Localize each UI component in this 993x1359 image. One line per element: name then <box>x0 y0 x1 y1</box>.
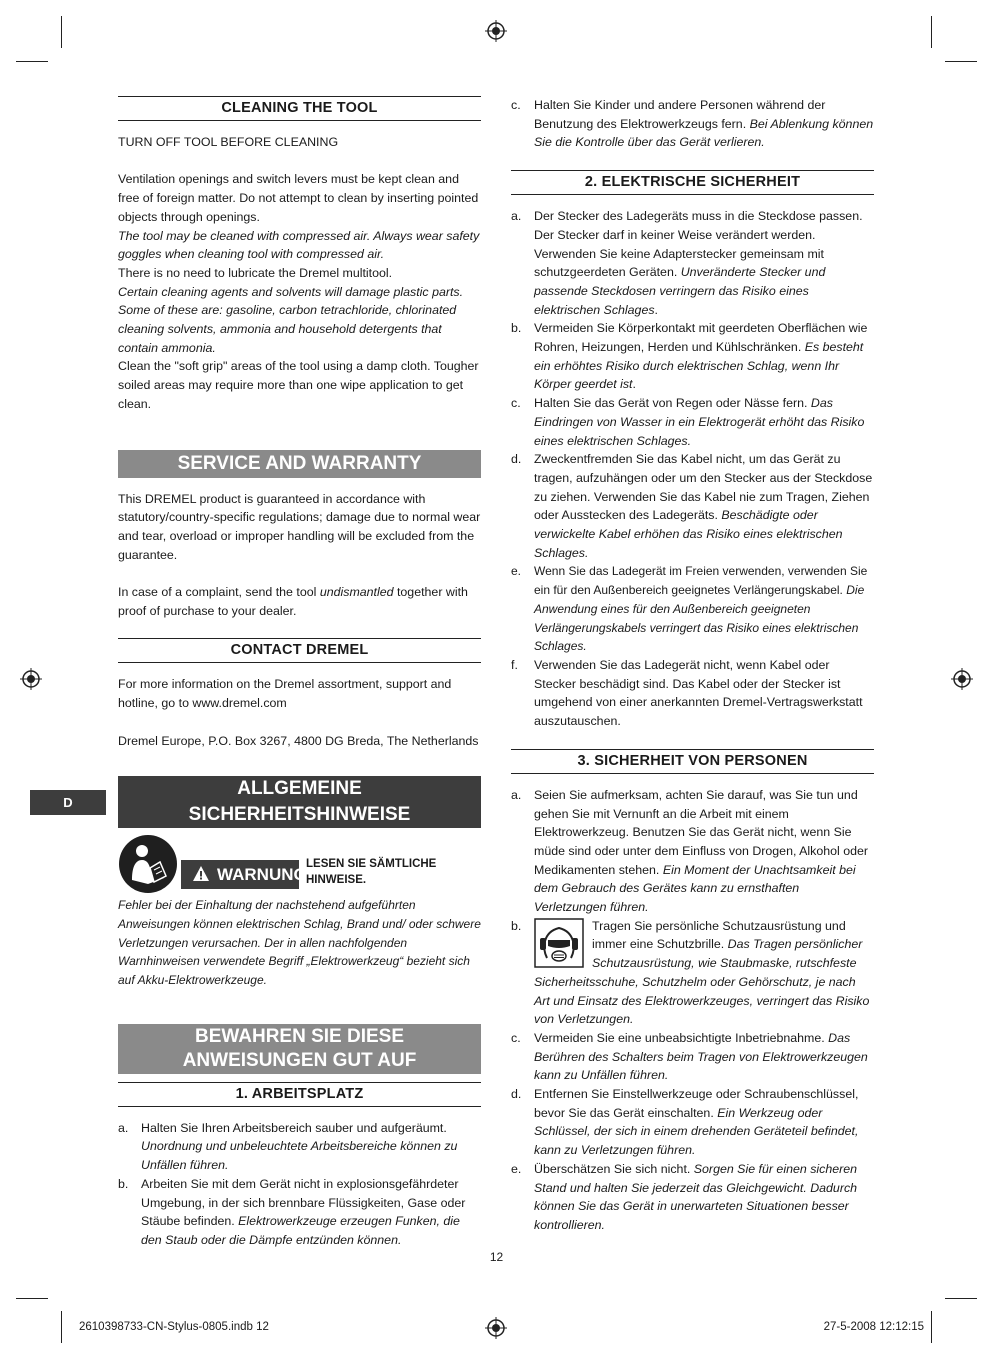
contact-text: For more information on the Dremel assortment, support and hotline, go to www.dremel.com <box>118 677 452 711</box>
crop-mark <box>16 61 48 62</box>
elektrische-heading: 2. ELEKTRISCHE SICHERHEIT <box>511 170 874 195</box>
right-column <box>511 96 874 1235</box>
list-item: c. Halten Sie das Gerät von Regen oder Nässe fern. Das Eindringen von Wasser in ein Elektrogerät erhöht das Risiko eines elektrischen Schlages. <box>511 396 865 448</box>
crop-mark <box>931 1311 932 1343</box>
service-text: In case of a complaint, send the tool undismantled together with proof of purchase to your dealer. <box>118 585 468 618</box>
contact-address: Dremel Europe, P.O. Box 3267, 4800 DG Breda, The Netherlands <box>118 733 479 748</box>
service-heading: SERVICE AND WARRANTY <box>118 450 481 478</box>
list-item: b. Tragen Sie persönliche Schutzausrüstung und immer eine Schutzbrille. Das Tragen persönlicher Schutzausrüstung, wie Staubmaske, rutschfeste Sicherheitsschuhe, Schutzhelm oder Gehörschutz, je nach Art und Einsatz des Elektrowerkzeuges, verringert das Risiko von Verletzungen. <box>511 918 870 1027</box>
cleaning-text: The tool may be cleaned with compressed air. Always wear safety goggles when cleaning tool with compressed air. <box>118 228 480 262</box>
warning-label: WARNUNG <box>181 860 299 889</box>
registration-mark-icon <box>485 20 507 42</box>
cleaning-text: Certain cleaning agents and solvents will damage plastic parts. Some of these are: gasoline, carbon tetrachloride, chlorinated cleaning solvents, ammonia and household detergents that contain ammonia. <box>118 284 464 355</box>
crop-mark <box>16 1298 48 1299</box>
personen-heading: 3. SICHERHEIT VON PERSONEN <box>511 749 874 774</box>
language-tab: D <box>30 790 106 815</box>
cleaning-warning: TURN OFF TOOL BEFORE CLEANING <box>118 135 339 149</box>
cleaning-heading: CLEANING THE TOOL <box>118 96 481 121</box>
footer-file: 2610398733-CN-Stylus-0805.indb 12 <box>79 1321 269 1333</box>
crop-mark <box>945 61 977 62</box>
registration-mark-icon <box>951 668 973 690</box>
list-item: e. Wenn Sie das Ladegerät im Freien verwenden, verwenden Sie ein für den Außenbereich geeignetes Verlängerungskabel. Die Anwendung eines für den Außenbereich geeigneten Verlängerungskabels verringert das Risiko eines elektrischen Schlages. <box>511 564 868 654</box>
bewahren-heading: BEWAHREN SIE DIESE ANWEISUNGEN GUT AUF <box>118 1024 481 1074</box>
cleaning-text: Clean the "soft grip" areas of the tool using a damp cloth. Tougher soiled areas may require more than one wipe application to get clean. <box>118 359 479 411</box>
service-text: This DREMEL product is guaranteed in accordance with statutory/country-specific regulations; damage due to normal wear and tear, overload or improper handling will be excluded from the guarantee. <box>118 491 481 562</box>
crop-mark <box>945 1298 977 1299</box>
list-item: c. Halten Sie Kinder und andere Personen während der Benutzung des Elektrowerkzeugs fern. Bei Ablenkung können Sie die Kontrolle über das Gerät verlieren. <box>511 98 874 150</box>
cleaning-text: There is no need to lubricate the Dremel multitool. <box>118 265 393 280</box>
crop-mark <box>61 1311 62 1343</box>
list-item: f. Verwenden Sie das Ladegerät nicht, wenn Kabel oder Stecker beschädigt sind. Das Kabel oder der Stecker ist umgehend von einer anerkannten Dremel-Vertragswerkstatt auszutauschen. <box>511 657 863 729</box>
list-item: d. Entfernen Sie Einstellwerkzeuge oder Schraubenschlüssel, bevor Sie das Gerät einschalten. Ein Werkzeug oder Schlüssel, der sich in einem drehenden Geräteteil befindet, kann zu Verletzungen führen. <box>511 1087 859 1158</box>
crop-mark <box>931 16 932 48</box>
contact-heading: CONTACT DREMEL <box>118 638 481 663</box>
list-item: a. Der Stecker des Ladegeräts muss in die Steckdose passen. Der Stecker darf in keiner Weise verändert werden. Verwenden Sie keine Adapterstecker gemeinsam mit schutzgeerdeten Geräten. Unveränderte Stecker und passende Steckdosen verringern das Risiko eines elektrischen Schlages. <box>511 209 863 317</box>
registration-mark-icon <box>485 1317 507 1339</box>
cleaning-text: Ventilation openings and switch levers must be kept clean and free of foreign matter. Do not attempt to clean by inserting pointed objects through openings. <box>118 172 479 224</box>
read-manual-icon <box>118 834 178 894</box>
safety-goggles-icon <box>534 918 584 968</box>
footer-date: 27-5-2008 12:12:15 <box>823 1321 924 1333</box>
warning-note: LESEN SIE SÄMTLICHE HINWEISE. <box>306 858 437 887</box>
page-number: 12 <box>489 1250 504 1264</box>
left-column <box>118 96 481 1250</box>
registration-mark-icon <box>20 668 42 690</box>
list-item: c. Vermeiden Sie eine unbeabsichtigte Inbetriebnahme. Das Berühren des Schalters beim Tragen von Elektrowerkzeugen kann zu Unfällen führen. <box>511 1030 868 1083</box>
list-item: a. Halten Sie Ihren Arbeitsbereich sauber und aufgeräumt. Unordnung und unbeleuchtete Arbeitsbereiche können zu Unfällen führen. <box>118 1120 458 1173</box>
crop-mark <box>61 16 62 48</box>
arbeitsplatz-heading: 1. ARBEITSPLATZ <box>118 1082 481 1107</box>
allgemeine-heading: ALLGEMEINE SICHERHEITSHINWEISE <box>118 776 481 828</box>
list-item: e. Überschätzen Sie sich nicht. Sorgen Sie für einen sicheren Stand und halten Sie jederzeit das Gleichgewicht. Dadurch können Sie das Gerät in unerwarteten Situationen besser kontrollieren. <box>511 1161 858 1232</box>
warning-text: Fehler bei der Einhaltung der nachstehend aufgeführten Anweisungen können elektrischen Schlag, Brand und/ oder schwere Verletzungen verursachen. Der in allen nachfolgenden Warnhinweisen verwendete Begriff „Elektrowerkzeug“ bezieht sich auf Akku-Elektrowerkzeuge. <box>118 898 481 988</box>
list-item: d. Zweckentfremden Sie das Kabel nicht, um das Gerät zu tragen, aufzuhängen oder um den Stecker aus der Steckdose zu ziehen. Verwenden Sie das Kabel nie zum Tragen, Ziehen oder Ausstecken des Ladegeräts. Beschädigte oder verwickelte Kabel erhöhen das Risiko eines elektrischen Schlages. <box>511 452 873 560</box>
warning-triangle-icon <box>192 865 210 883</box>
list-item: b. Arbeiten Sie mit dem Gerät nicht in explosionsgefährdeter Umgebung, in der sich brennbare Flüssigkeiten, Gase oder Stäube befinden. Elektrowerkzeuge erzeugen Funken, die den Staub oder die Dämpfe entzünden können. <box>118 1176 466 1247</box>
list-item: a. Seien Sie aufmerksam, achten Sie darauf, was Sie tun und gehen Sie mit Vernunft an die Arbeit mit einem Elektrowerkzeug. Benutzen Sie das Gerät nicht, wenn Sie müde sind oder unter dem Einfluss von Drogen, Alkohol oder Medikamenten stehen. Ein Moment der Unachtsamkeit bei dem Gebrauch des Gerätes kann zu ernsthaften Verletzungen führen. <box>511 787 869 915</box>
warning-row <box>118 834 481 896</box>
list-item: b. Vermeiden Sie Körperkontakt mit geerdeten Oberflächen wie Rohren, Heizungen, Herden und Kühlschränken. Es besteht ein erhöhtes Risiko durch elektrischen Schlag, wenn Ihr Körper geerdet ist. <box>511 321 868 392</box>
